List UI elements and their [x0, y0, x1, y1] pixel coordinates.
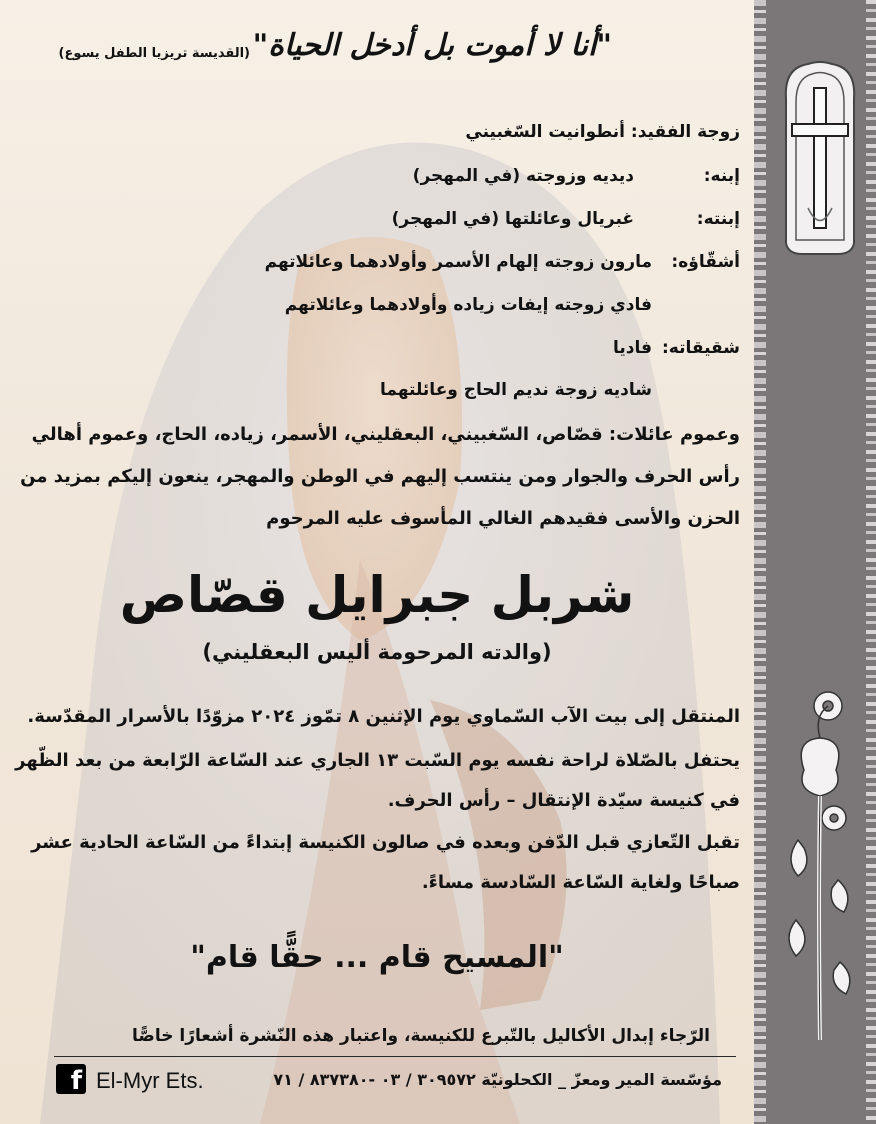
- brothers-value-2: فادي زوجته إيفات زياده وأولادهما وعائلاتهم: [284, 295, 652, 315]
- deceased-name: شربل جبرايل قصّاص: [119, 566, 635, 624]
- wife-line: زوجة الفقيد: أنطوانيت السّغبيني: [465, 122, 740, 142]
- greek-key-pattern-right: [866, 0, 876, 1124]
- daughter-value: غبريال وعائلتها (في المهجر): [391, 209, 634, 229]
- detail-line-1: المنتقل إلى بيت الآب السّماوي يوم الإثنين ٨ تمّوز ٢٠٢٤ مزوّدًا بالأسرار المقدّسة.: [27, 706, 740, 727]
- facebook-icon[interactable]: f: [56, 1064, 86, 1094]
- scripture-quote: "أنا لا أموت بل أدخل الحياة": [252, 28, 612, 63]
- sisters-value-1: فاديا: [612, 338, 652, 358]
- families-line-1: وعموم عائلات: قصّاص، السّغبيني، البعقليني، الأسمر، زياده، الحاج، وعموم أهالي: [31, 424, 740, 445]
- families-line-2: رأس الحرف والجوار ومن ينتسب إليهم في الوطن والمهجر، ينعون إليكم بمزيد من: [20, 466, 740, 487]
- detail-line-5: صباحًا ولغاية السّاعة السّادسة مساءً.: [421, 872, 740, 893]
- funeral-home-contact: مؤسّسة المير ومعزّ _ الكحلونيّة ٣٠٩٥٧٢ / ٠٣ -٨٣٧٣٨٠ / ٧١: [273, 1070, 722, 1089]
- sisters-label: شقيقاته:: [661, 338, 740, 358]
- cross-icon: [778, 58, 862, 258]
- flower-ornament-icon: [774, 680, 866, 1050]
- sisters-value-2: شاديه زوجة نديم الحاج وعائلتهما: [380, 380, 652, 400]
- detail-line-2: يحتفل بالصّلاة لراحة نفسه يوم السّبت ١٣ الجاري عند السّاعة الرّابعة من بعد الظّهر: [15, 750, 740, 771]
- brothers-value-1: مارون زوجته إلهام الأسمر وأولادهما وعائلاتهم: [264, 252, 652, 272]
- footer-divider: [54, 1056, 736, 1057]
- greek-key-pattern-left: [754, 0, 766, 1124]
- brothers-label: أشقّاؤه:: [671, 252, 740, 272]
- facebook-page-name[interactable]: El-Myr Ets.: [96, 1068, 204, 1093]
- resurrection-phrase: "المسيح قام ... حقًّا قام": [190, 940, 564, 975]
- detail-line-3: في كنيسة سيّدة الإنتقال – رأس الحرف.: [387, 790, 740, 811]
- son-label: إبنه:: [703, 166, 740, 186]
- deceased-mother: (والدته المرحومة أليس البعقليني): [202, 640, 552, 664]
- families-line-3: الحزن والأسى فقيدهم الغالي المأسوف عليه المرحوم: [266, 508, 740, 529]
- detail-line-4: تقبل التّعازي قبل الدّفن وبعده في صالون الكنيسة إبتداءً من السّاعة الحادية عشر: [31, 832, 740, 853]
- wreath-donation-note: الرّجاء إبدال الأكاليل بالتّبرع للكنيسة، واعتبار هذه النّشرة أشعارًا خاصًّا: [132, 1026, 710, 1046]
- daughter-label: إبنته:: [696, 209, 740, 229]
- son-value: ديديه وزوجته (في المهجر): [412, 166, 634, 186]
- quote-source: (القديسة تريزيا الطفل يسوع): [58, 46, 250, 61]
